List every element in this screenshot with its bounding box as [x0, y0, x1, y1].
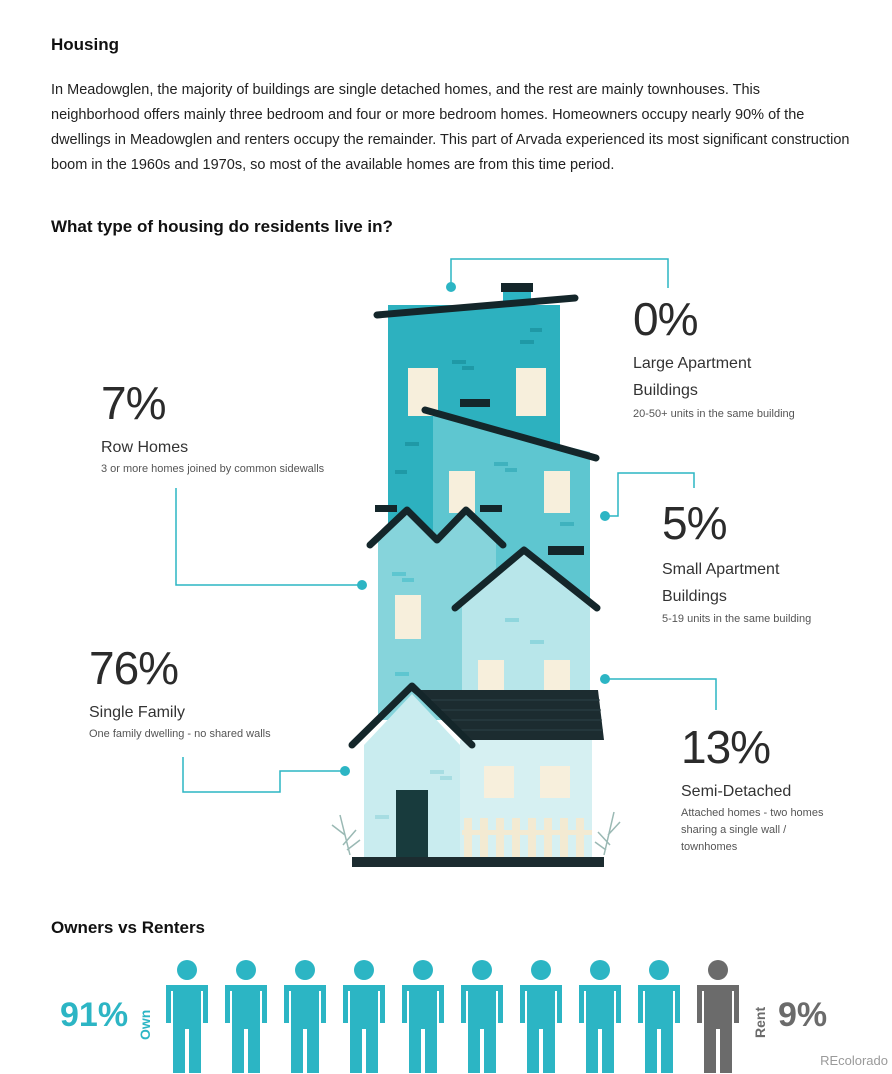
callout-small-apartment [662, 497, 812, 628]
label-line: Buildings [662, 588, 727, 605]
label-single-family: Single Family [89, 704, 186, 721]
owner-person-icon [520, 960, 562, 1073]
label-line: Large Apartment [633, 355, 752, 372]
callout-large-apartment [633, 293, 795, 423]
owners-renters-title: Owners vs Renters [51, 918, 206, 937]
desc-row-homes: 3 or more homes joined by common sidewalls [101, 463, 325, 475]
pct-semi-detached: 13% [681, 721, 771, 773]
housing-intro: In Meadowglen, the majority of buildings are single detached homes, and the rest are mainly townhouses. This neighborhood offers mainly three bedroom and four or more bedroom homes. Homeowners occupy nearly 90% of the dwellings in Meadowglen and renters occupy the remainder. This part of Arvada experienced its most significant construction boom in the 1960s and 1970s, so most of the available homes are from this time period. [51, 82, 850, 173]
dot-single-family [340, 766, 350, 776]
renter-person-icon [697, 960, 739, 1073]
pct-row-homes: 7% [101, 377, 166, 429]
owner-person-icon [166, 960, 208, 1073]
owner-person-icon [284, 960, 326, 1073]
desc-semi-detached [681, 805, 823, 856]
housing-title: Housing [51, 35, 119, 54]
dot-row-homes [357, 580, 367, 590]
desc-line: sharing a single wall / [681, 824, 787, 836]
owner-person-icon [461, 960, 503, 1073]
dot-large-apartment [446, 282, 456, 292]
pct-small-apartment: 5% [662, 497, 727, 549]
single-family-house [332, 686, 620, 867]
owner-person-icon [343, 960, 385, 1073]
owner-person-icon [579, 960, 621, 1073]
desc-small-apartment: 5-19 units in the same building [662, 613, 812, 625]
desc-line: townhomes [681, 841, 738, 853]
rent-label: Rent [752, 1006, 768, 1038]
label-large-apartment [633, 350, 795, 404]
desc-large-apartment: 20-50+ units in the same building [633, 408, 795, 420]
owner-person-icon [225, 960, 267, 1073]
label-line: Small Apartment [662, 561, 780, 578]
rent-pct-label: 9% [778, 996, 828, 1034]
housing-type-title: What type of housing do residents live in? [51, 217, 393, 236]
brand-watermark: REcolorado [820, 1053, 888, 1068]
desc-line: Attached homes - two homes [681, 807, 824, 819]
label-semi-detached: Semi-Detached [681, 783, 792, 800]
callout-single-family [89, 642, 271, 743]
callout-row-homes [101, 377, 325, 478]
pct-large-apartment: 0% [633, 293, 698, 345]
label-row-homes: Row Homes [101, 439, 189, 456]
dot-small-apartment [600, 511, 610, 521]
label-small-apartment [662, 556, 811, 610]
owner-person-icon [402, 960, 444, 1073]
own-pct-label: 91% [60, 996, 129, 1034]
desc-single-family: One family dwelling - no shared walls [89, 728, 271, 740]
label-line: Buildings [633, 382, 698, 399]
owner-person-icon [638, 960, 680, 1073]
callout-semi-detached [681, 721, 824, 856]
dot-semi-detached [600, 674, 610, 684]
pct-single-family: 76% [89, 642, 179, 694]
own-label: Own [137, 1009, 153, 1040]
